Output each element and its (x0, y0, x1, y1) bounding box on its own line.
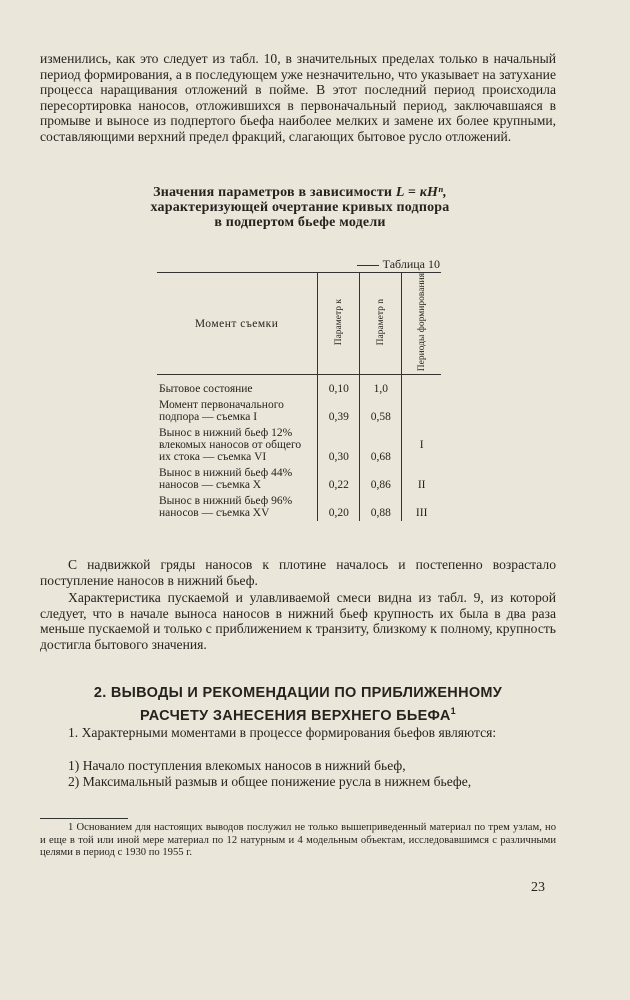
table-row (157, 465, 441, 493)
cell-moment: Вынос в нижний бьеф 44% наносов — съемка X (159, 467, 293, 492)
table-number-dash (357, 265, 379, 266)
cell-k: 0,20 (318, 493, 360, 521)
cell-k: 0,30 (318, 425, 360, 465)
footnote-marker: 1 (450, 706, 456, 716)
header-param-k: Параметр к (318, 273, 360, 375)
cell-period (402, 397, 441, 425)
conclusions-intro: 1. Характерными моментами в процессе формирования бьефов являются: (68, 725, 497, 740)
cell-n: 0,86 (360, 465, 402, 493)
cell-period: III (402, 493, 441, 521)
parameters-table (157, 272, 441, 521)
footnote-text: Основанием для настоящих выводов послужил не только вышеприведенный материал по трем узлам, но и еще в той или иной мере материал по 12 натурным и 4 модельным объектам, исследовавшимся с различными целями в период с 1930 по 1955 г. (40, 822, 557, 858)
cell-k: 0,10 (318, 375, 360, 398)
cell-n: 0,88 (360, 493, 402, 521)
cell-moment: Момент первоначального подпора — съемка I (159, 399, 284, 424)
cell-period (402, 375, 441, 398)
caption-pre: Значения параметров в зависимости (153, 185, 393, 200)
after-table-paragraph-2: Характеристика пускаемой и улавливаемой смеси видна из табл. 9, из которой следует, что в начале выноса наносов в нижний бьеф крупность их была в два раза меньше пускаемой и только с приближением к транзиту, близкому к полному, крупность достигла бытового значения. (40, 590, 556, 652)
caption-post: характеризующей очертание кривых подпора в подпертом бьефе модели (150, 200, 450, 230)
table-row (157, 397, 441, 425)
cell-n: 0,68 (360, 425, 402, 465)
after-table-paragraph-1: С надвижкой гряды наносов к плотине началось и постепенно возрастало поступление наносов в нижний бьеф. (40, 557, 556, 588)
cell-period: I (402, 425, 441, 465)
table-caption (150, 185, 450, 230)
header-param-n: Параметр n (360, 273, 402, 375)
table-row (157, 425, 441, 465)
conclusion-item-2: 2) Максимальный размыв и общее понижение русла в нижнем бьефе, (68, 774, 472, 789)
cell-moment: Вынос в нижний бьеф 96% наносов — съемка XV (159, 495, 293, 520)
page-number: 23 (531, 880, 545, 895)
header-periods: Периоды формирования (402, 273, 441, 375)
cell-n: 0,58 (360, 397, 402, 425)
table-row (157, 375, 441, 398)
conclusion-item-1: 1) Начало поступления влекомых наносов в нижний бьеф, (68, 758, 406, 773)
cell-n: 1,0 (360, 375, 402, 398)
cell-period: II (402, 465, 441, 493)
footnote (40, 822, 556, 860)
caption-formula: L = кHⁿ, (395, 185, 447, 200)
footnote-divider (40, 818, 128, 819)
cell-moment: Вынос в нижний бьеф 12% влекомых наносов от общего их стока — съемка VI (159, 427, 302, 464)
intro-paragraph: изменились, как это следует из табл. 10, в значительных пределах только в начальный период формирования, а в последующем уже незначительно, что указывает на затухание процесса наращивания отложений в пойме. В этот последний период происходила пересортировка наносов, отложившихся в первоначальный период, заключавшаяся в промыве и выносе из подпертого бьефа наиболее мелких и замене их более крупными, составляющими верхний предел фракций, слагающих бытовое русло отложений. (40, 51, 556, 144)
footnote-number: 1 (68, 822, 74, 833)
header-moment: Момент съемки (157, 273, 318, 375)
table-number: Таблица 10 (340, 257, 440, 272)
table-row (157, 493, 441, 521)
cell-moment: Бытовое состояние (159, 383, 253, 396)
cell-k: 0,39 (318, 397, 360, 425)
table-header-row (157, 273, 441, 375)
cell-k: 0,22 (318, 465, 360, 493)
section-heading: 2. ВЫВОДЫ И РЕКОМЕНДАЦИИ ПО ПРИБЛИЖЕННОМУ РАСЧЕТУ ЗАНЕСЕНИЯ ВЕРХНЕГО БЬЕФА$^1$ (93, 685, 503, 724)
